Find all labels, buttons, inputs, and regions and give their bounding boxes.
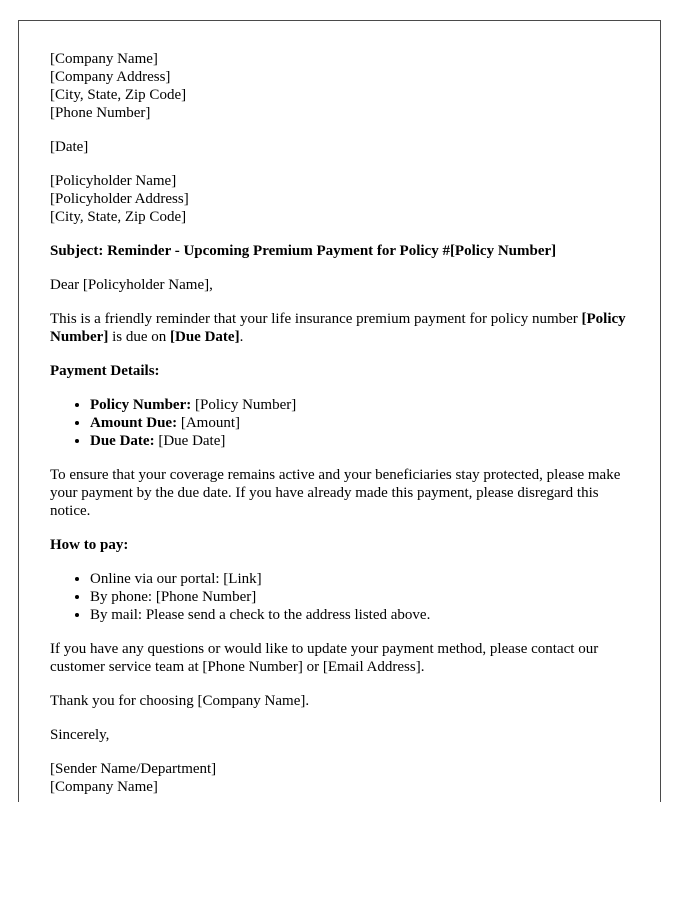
payment-detail-label: Due Date: <box>90 433 155 449</box>
payment-detail-item <box>90 414 630 432</box>
how-to-pay-list <box>50 570 630 624</box>
payment-method-item: • By mail: Please send a check to the address listed above. <box>90 606 630 624</box>
intro-paragraph <box>50 310 630 346</box>
payment-details-heading-text: Payment Details: <box>50 363 160 379</box>
how-to-pay-heading <box>50 536 630 554</box>
letter-content <box>50 50 630 796</box>
letter-subject <box>50 242 630 260</box>
sender-company-address: [Company Address] <box>50 69 171 85</box>
intro-text-end: . <box>239 329 244 345</box>
payment-method-item: • By phone: [Phone Number] <box>90 588 630 606</box>
payment-detail-label: Policy Number: <box>90 397 192 413</box>
payment-method-item: • Online via our portal: [Link] <box>90 570 630 588</box>
recipient-address-block <box>50 172 630 226</box>
sender-city-state-zip: [City, State, Zip Code] <box>50 87 187 103</box>
intro-text-before: This is a friendly reminder that your life insurance premium payment for policy number <box>50 311 582 327</box>
payment-details-list <box>50 396 630 450</box>
payment-detail-value: [Due Date] <box>154 433 226 449</box>
letter-page <box>18 20 661 802</box>
coverage-paragraph: To ensure that your coverage remains active and your beneficiaries stay protected, please make your payment by the due date. If you have already made this payment, please disregard this notice. <box>50 467 621 519</box>
payment-detail-item <box>90 396 630 414</box>
salutation: Dear [Policyholder Name], <box>50 277 213 293</box>
how-to-pay-heading-text: How to pay: <box>50 537 129 553</box>
payment-detail-value: [Amount] <box>177 415 241 431</box>
sender-company-name: [Company Name] <box>50 51 158 67</box>
questions-paragraph: If you have any questions or would like to update your payment method, please contact our customer service team at [Phone Number] or [Email Address]. <box>50 641 599 675</box>
payment-details-heading <box>50 362 630 380</box>
sender-address-block <box>50 50 630 122</box>
sender-phone: [Phone Number] <box>50 105 151 121</box>
signature-sender-name: [Sender Name/Department] <box>50 761 217 777</box>
signature-block <box>50 760 630 796</box>
letter-date: [Date] <box>50 139 89 155</box>
payment-detail-item <box>90 432 630 450</box>
recipient-city-state-zip: [City, State, Zip Code] <box>50 209 187 225</box>
signature-company-name: [Company Name] <box>50 779 158 795</box>
intro-text-middle: is due on <box>108 329 170 345</box>
subject-text: Subject: Reminder - Upcoming Premium Payment for Policy #[Policy Number] <box>50 243 557 259</box>
recipient-name: [Policyholder Name] <box>50 173 177 189</box>
payment-detail-label: Amount Due: <box>90 415 178 431</box>
intro-due-date: [Due Date] <box>170 329 240 345</box>
thanks-line: Thank you for choosing [Company Name]. <box>50 693 310 709</box>
intro-policy-number: [Policy Number] <box>50 311 626 345</box>
payment-detail-value: [Policy Number] <box>191 397 297 413</box>
recipient-address: [Policyholder Address] <box>50 191 189 207</box>
closing-line: Sincerely, <box>50 727 110 743</box>
